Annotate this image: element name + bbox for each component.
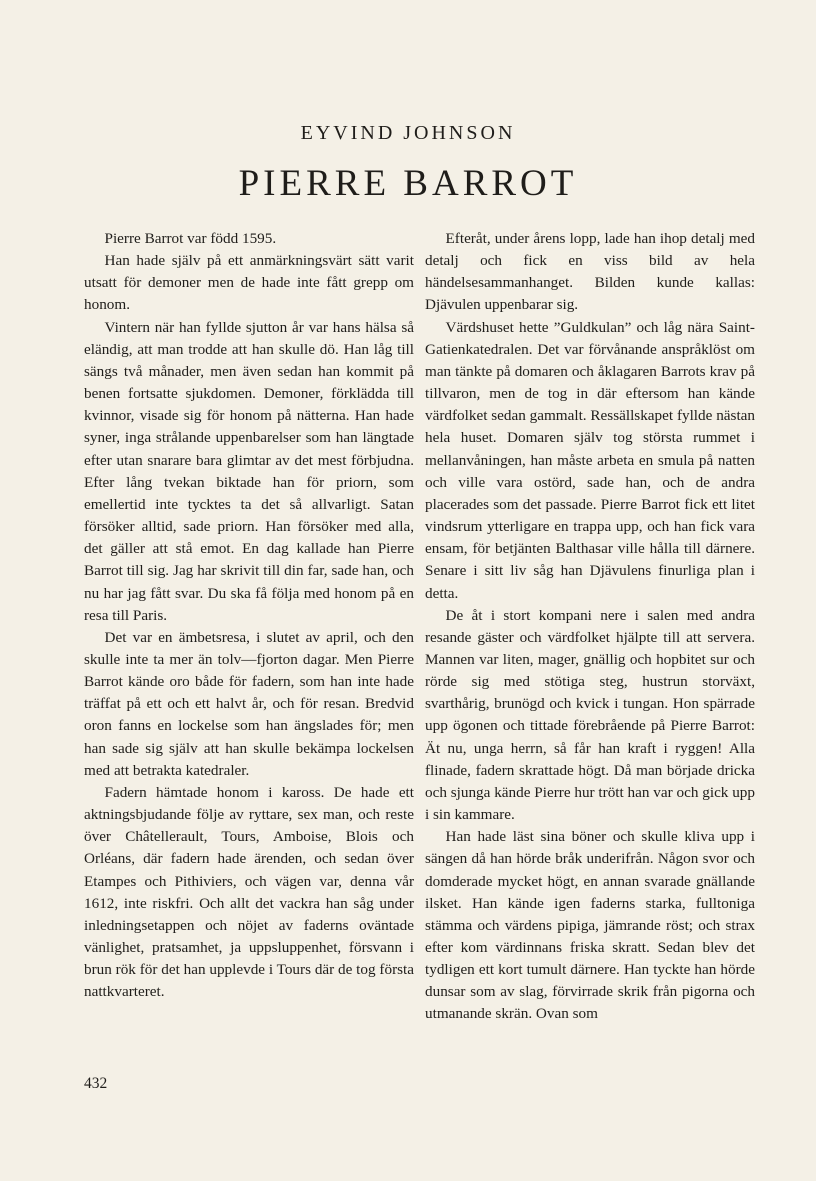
- paragraph: Värdshuset hette ”Guldkulan” och låg nära Saint-Gatienkatedralen. Det var förvånande anspråklöst om man tänkte på domaren och åklagaren Barrots krav på tillvaron, men de tog in där eftersom han kände värdfolket sedan gammalt. Ressällskapet fyllde nästan hela huset. Domaren själv tog största rummet i mellanvåningen, han måste arbeta en smula på natten och ville vara ostörd, sade han, och de andra placerades som det passade. Pierre Barrot fick ett litet vindsrum ytterligare en trappa upp, och han fick vara ensam, för betjänten Balthasar ville hålla till därnere. Senare i sitt liv såg han Djävulens finurliga plan i detta.: [425, 318, 755, 602]
- paragraph: Pierre Barrot var född 1595.: [104, 230, 277, 247]
- text-column-left: [84, 228, 414, 1003]
- paragraph: Det var en ämbetsresa, i slutet av april, och den skulle inte ta mer än tolv—fjorton dagar. Men Pierre Barrot kände oro både för fadern, som han inte hade träffat på ett och ett halvt år, och för resan. Bredvid oron fanns en lockelse som han ängslades för; men han sade sig själv att han skulle bekämpa lockelsen med att betrakta katedraler.: [84, 628, 414, 779]
- paragraph: Han hade läst sina böner och skulle kliva upp i sängen då han hörde bråk underifrån. Någon svor och domderade mycket högt, en annan svarade gnällande ilsket. Han kände igen faderns starka, fulltoniga stämma och värdens pipiga, jämrande röst; och strax efter kom värdinnans friska skratt. Sedan blev det tydligen ett kort tumult därnere. Han tyckte han hörde dunsar som av slag, förvirrade skrik från pigorna och utmanande skrän. Ovan som: [425, 828, 755, 1023]
- author-name: EYVIND JOHNSON: [300, 122, 516, 144]
- paragraph: Fadern hämtade honom i kaross. De hade ett aktningsbjudande följe av ryttare, sex man, och reste över Châtellerault, Tours, Amboise, Blois och Orléans, där fadern hade ärenden, och sedan över Etampes och Pithiviers, och vägen var, denna vår 1612, inte riskfri. Och allt det vackra han såg under inledningsetappen och nöjet av faderns oväntade vänlighet, pratsamhet, ja uppsluppenhet, försvann i brun rök för det han upplevde i Tours där de tog första nattkvarteret.: [84, 783, 414, 1001]
- paragraph: Han hade själv på ett anmärkningsvärt sätt varit utsatt för demoner men de hade inte fått grepp om honom.: [84, 252, 414, 314]
- text-column-right: [425, 228, 755, 1026]
- paragraph: De åt i stort kompani nere i salen med andra resande gäster och värdfolket hjälpte till att servera. Mannen var liten, mager, gnällig och hopbitet sur och rörde sig med stötiga steg, hustrun storväxt, svarthårig, brunögd och kvick i tungan. Hon spärrade upp ögonen och tittade förebrående på Pierre Barrot: Ät nu, unga herrn, så får han kraft i ryggen! Alla flinade, fadern skrattade högt. Då man började dricka och sjunga kände Pierre hur trött han var och gick upp i sin kammare.: [425, 606, 755, 824]
- paragraph: Efteråt, under årens lopp, lade han ihop detalj med detalj och fick en viss bild av hela händelsesammanhanget. Bilden kunde kallas: Djävulen uppenbarar sig.: [425, 230, 755, 314]
- story-title: PIERRE BARROT: [238, 163, 578, 204]
- page-number: 432: [84, 1075, 108, 1092]
- paragraph: Vintern när han fyllde sjutton år var hans hälsa så eländig, att man trodde att han skulle dö. Han låg till sängs två månader, men även sedan han kommit på benen fortsatte sjukdomen. Demoner, förklädda till kvinnor, visade sig för honom på nätterna. Han hade syner, inga strålande uppenbarelser som han längtade efter utan snarare bara glimtar av det mest förbjudna. Efter lång tvekan biktade han för priorn, som emellertid inte tycktes ta det så allvarligt. Satan försöker alltid, sade priorn. Han försöker med alla, det gäller att stå emot. En dag kallade han Pierre Barrot till sig. Jag har skrivit till din far, sade han, och nu har jag fått svar. Du ska få följa med honom på en resa till Paris.: [84, 318, 414, 624]
